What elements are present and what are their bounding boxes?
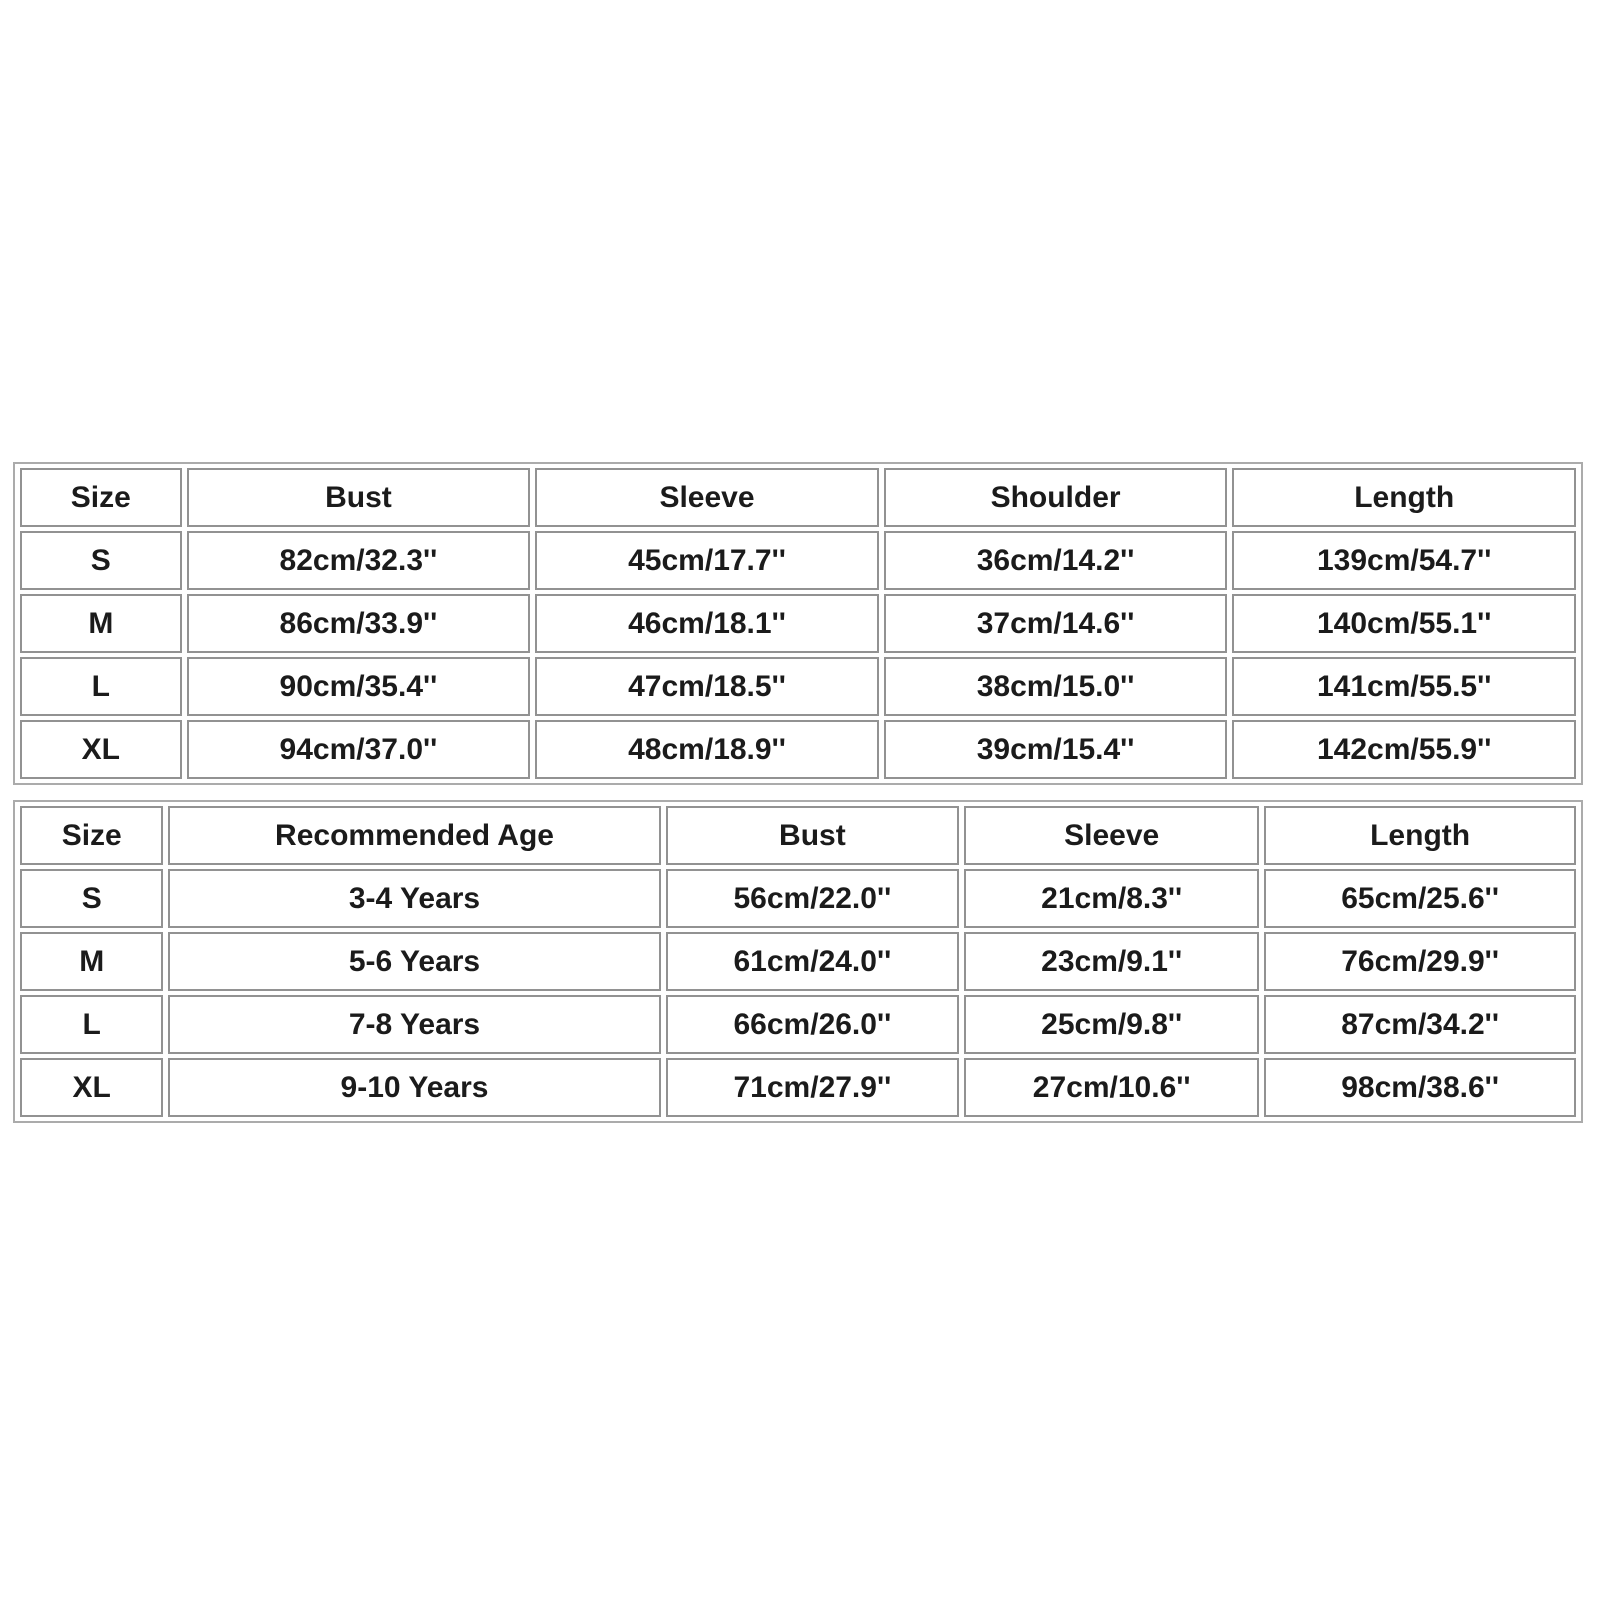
bust-cell: 66cm/26.0'' — [666, 995, 960, 1054]
table-row — [20, 594, 1576, 653]
column-header-size: Size — [20, 806, 163, 865]
length-cell: 87cm/34.2'' — [1264, 995, 1576, 1054]
length-cell: 139cm/54.7'' — [1232, 531, 1576, 590]
table-row — [20, 720, 1576, 779]
table-row — [20, 869, 1576, 928]
bust-cell: 61cm/24.0'' — [666, 932, 960, 991]
header-row — [20, 468, 1576, 527]
adult-size-table — [13, 462, 1583, 785]
size-cell: S — [20, 531, 182, 590]
sleeve-cell: 48cm/18.9'' — [535, 720, 879, 779]
length-cell: 76cm/29.9'' — [1264, 932, 1576, 991]
bust-cell: 71cm/27.9'' — [666, 1058, 960, 1117]
column-header-sleeve: Sleeve — [535, 468, 879, 527]
length-cell: 141cm/55.5'' — [1232, 657, 1576, 716]
column-header-sleeve: Sleeve — [964, 806, 1259, 865]
bust-cell: 90cm/35.4'' — [187, 657, 531, 716]
table-row — [20, 657, 1576, 716]
size-cell: L — [20, 657, 182, 716]
sleeve-cell: 47cm/18.5'' — [535, 657, 879, 716]
sleeve-cell: 27cm/10.6'' — [964, 1058, 1259, 1117]
age-cell: 3-4 Years — [168, 869, 660, 928]
age-cell: 9-10 Years — [168, 1058, 660, 1117]
sleeve-cell: 21cm/8.3'' — [964, 869, 1259, 928]
column-header-size: Size — [20, 468, 182, 527]
kids-size-table — [13, 800, 1583, 1123]
length-cell: 142cm/55.9'' — [1232, 720, 1576, 779]
bust-cell: 82cm/32.3'' — [187, 531, 531, 590]
bust-cell: 94cm/37.0'' — [187, 720, 531, 779]
header-row — [20, 806, 1576, 865]
bust-cell: 56cm/22.0'' — [666, 869, 960, 928]
table-row — [20, 531, 1576, 590]
length-cell: 140cm/55.1'' — [1232, 594, 1576, 653]
sleeve-cell: 45cm/17.7'' — [535, 531, 879, 590]
bust-cell: 86cm/33.9'' — [187, 594, 531, 653]
age-cell: 5-6 Years — [168, 932, 660, 991]
size-cell: L — [20, 995, 163, 1054]
length-cell: 65cm/25.6'' — [1264, 869, 1576, 928]
column-header-bust: Bust — [187, 468, 531, 527]
shoulder-cell: 37cm/14.6'' — [884, 594, 1228, 653]
size-cell: M — [20, 594, 182, 653]
sleeve-cell: 25cm/9.8'' — [964, 995, 1259, 1054]
column-header-shoulder: Shoulder — [884, 468, 1228, 527]
sleeve-cell: 46cm/18.1'' — [535, 594, 879, 653]
age-cell: 7-8 Years — [168, 995, 660, 1054]
sleeve-cell: 23cm/9.1'' — [964, 932, 1259, 991]
size-cell: XL — [20, 1058, 163, 1117]
column-header-bust: Bust — [666, 806, 960, 865]
column-header-recommended-age: Recommended Age — [168, 806, 660, 865]
table-row — [20, 1058, 1576, 1117]
size-cell: M — [20, 932, 163, 991]
size-cell: XL — [20, 720, 182, 779]
size-charts-container — [13, 462, 1583, 1123]
shoulder-cell: 39cm/15.4'' — [884, 720, 1228, 779]
length-cell: 98cm/38.6'' — [1264, 1058, 1576, 1117]
table-row — [20, 932, 1576, 991]
shoulder-cell: 38cm/15.0'' — [884, 657, 1228, 716]
size-cell: S — [20, 869, 163, 928]
table-row — [20, 995, 1576, 1054]
shoulder-cell: 36cm/14.2'' — [884, 531, 1228, 590]
column-header-length: Length — [1264, 806, 1576, 865]
column-header-length: Length — [1232, 468, 1576, 527]
